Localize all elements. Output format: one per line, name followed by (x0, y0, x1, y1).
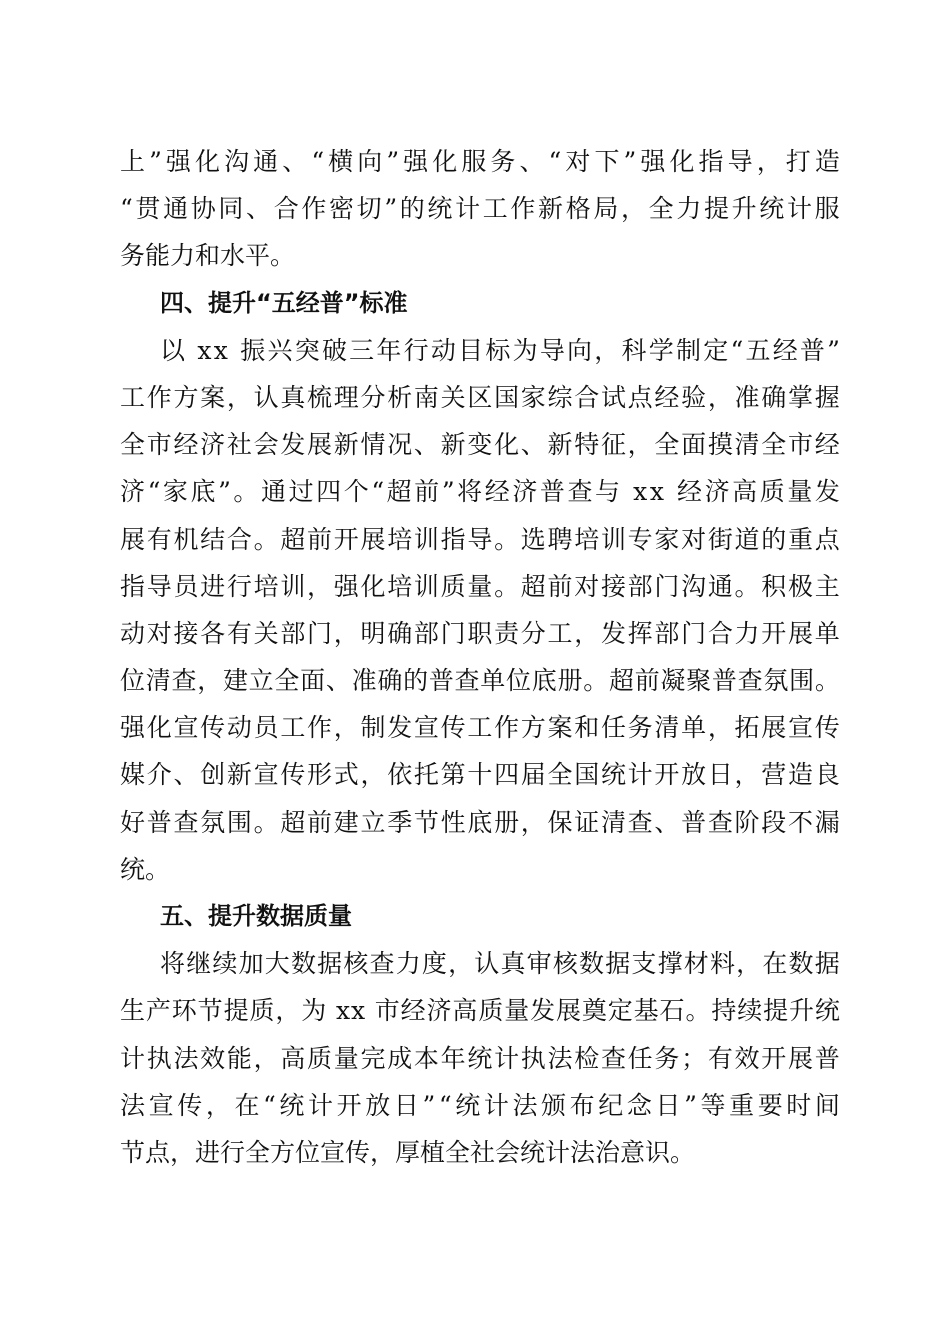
paragraph-line: 将 继 续 加 大 数 据 核 查 力 度 ， 认 真 审 核 数 据 支 撑 材 料 ， 在 数 据 (160, 949, 840, 979)
paragraph-line: 统。 (120, 854, 171, 884)
paragraph-line: 济 “ 家 底 ” 。 通 过 四 个 “ 超 前 ” 将 经 济 普 查 与 x x 经 济 高 质 量 发 (120, 477, 840, 507)
paragraph-line: 生 产 环 节 提 质 ， 为 x x 市 经 济 高 质 量 发 展 奠 定 基 石 。 持 续 提 升 统 (120, 996, 840, 1026)
paragraph-line: 好 普 查 氛 围 。 超 前 建 立 季 节 性 底 册 ， 保 证 清 查 、 普 查 阶 段 不 漏 (120, 807, 840, 837)
paragraph-line: 媒 介 、 创 新 宣 传 形 式 ， 依 托 第 十 四 届 全 国 统 计 开 放 日 ， 营 造 良 (120, 760, 840, 790)
paragraph-line: 展 有 机 结 合 。 超 前 开 展 培 训 指 导 。 选 聘 培 训 专 家 对 街 道 的 重 点 (120, 524, 840, 554)
section-heading: 四、提升“五经普”标准 (160, 288, 408, 317)
paragraph-line: 工 作 方 案 ， 认 真 梳 理 分 析 南 关 区 国 家 综 合 试 点 经 验 ， 准 确 掌 握 (120, 382, 840, 412)
paragraph-line: 务能力和水平。 (120, 241, 296, 271)
section-heading: 五、提升数据质量 (160, 902, 352, 930)
paragraph-line: 法 宣 传 ， 在 “ 统 计 开 放 日 ” “ 统 计 法 颁 布 纪 念 日 ” 等 重 要 时 间 (120, 1090, 840, 1120)
paragraph-line: 节点，进行全方位宣传，厚植全社会统计法治意识。 (120, 1137, 696, 1167)
paragraph-line: 指 导 员 进 行 培 训 ， 强 化 培 训 质 量 。 超 前 对 接 部 门 沟 通 。 积 极 主 (120, 571, 840, 601)
paragraph-line: 动 对 接 各 有 关 部 门 ， 明 确 部 门 职 责 分 工 ， 发 挥 部 门 合 力 开 展 单 (120, 618, 840, 648)
paragraph-line: 以 x x 振 兴 突 破 三 年 行 动 目 标 为 导 向 ， 科 学 制 定 “ 五 经 普 ” (160, 335, 840, 365)
paragraph-line: 全 市 经 济 社 会 发 展 新 情 况 、 新 变 化 、 新 特 征 ， 全 面 摸 清 全 市 经 (120, 430, 840, 460)
paragraph-line: 计 执 法 效 能 ， 高 质 量 完 成 本 年 统 计 执 法 检 查 任 务 ； 有 效 开 展 普 (120, 1043, 840, 1073)
paragraph-line: 上 ” 强 化 沟 通 、 “ 横 向 ” 强 化 服 务 、 “ 对 下 ” 强 化 指 导 ， 打 造 (120, 147, 840, 176)
document-body (120, 138, 840, 1176)
paragraph-line: 强 化 宣 传 动 员 工 作 ， 制 发 宣 传 工 作 方 案 和 任 务 清 单 ， 拓 展 宣 传 (120, 713, 840, 743)
paragraph-line: “ 贯 通 协 同 、 合 作 密 切 ” 的 统 计 工 作 新 格 局 ， 全 力 提 升 统 计 服 (120, 194, 840, 224)
paragraph-line: 位 清 查 ， 建 立 全 面 、 准 确 的 普 查 单 位 底 册 。 超 前 凝 聚 普 查 氛 围 。 (120, 666, 840, 696)
